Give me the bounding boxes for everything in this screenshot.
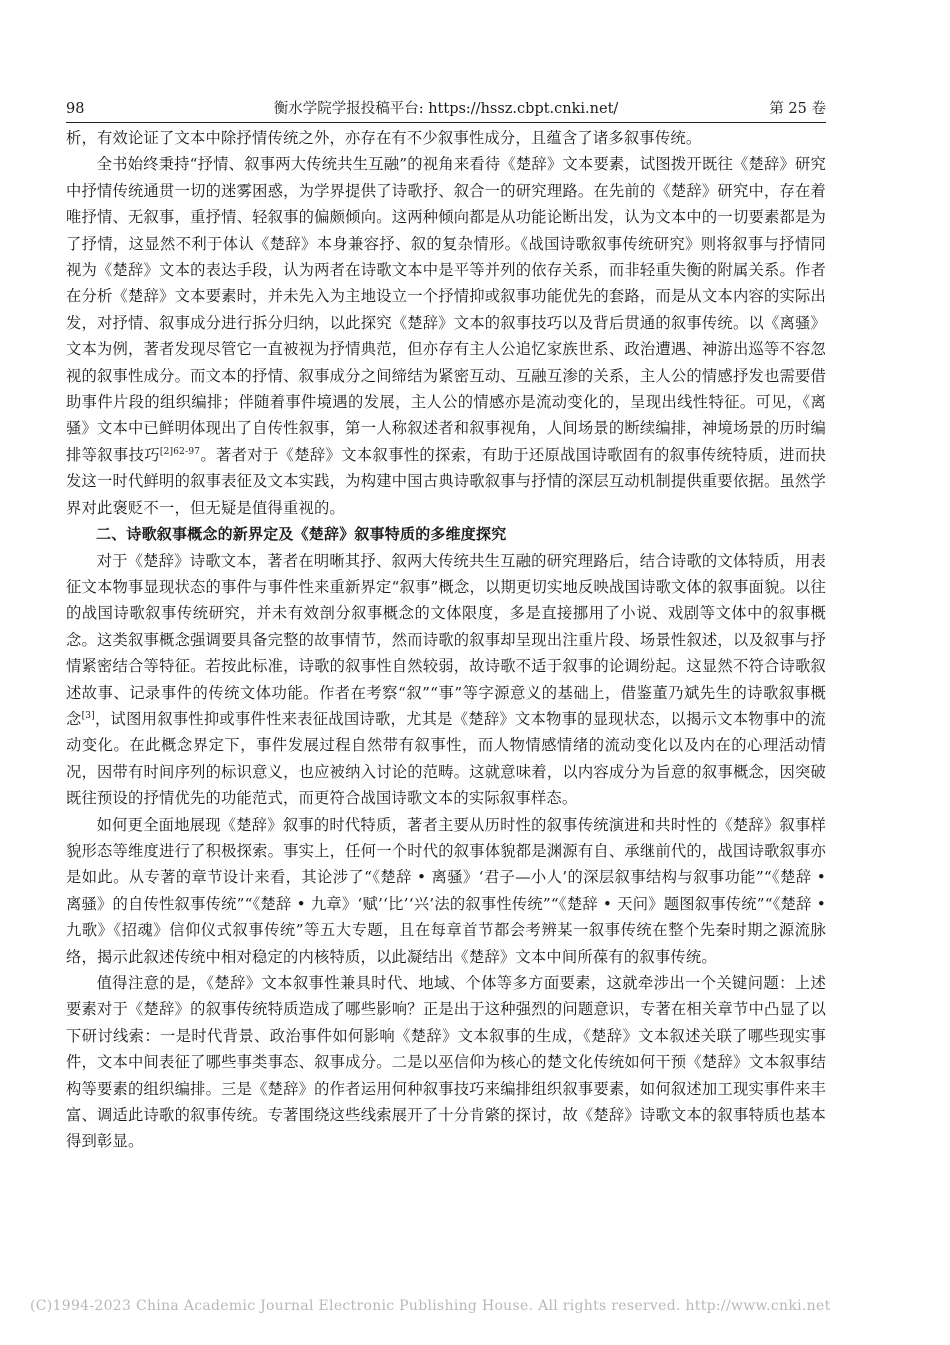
paragraph-narrative-concept bbox=[66, 548, 826, 812]
volume-label: 第 25 卷 bbox=[769, 101, 826, 117]
paragraph-research-clues: 值得注意的是，《楚辞》文本叙事性兼具时代、地域、个体等多方面要素，这就牵涉出一个关键问题：上述要素对于《楚辞》的叙事传统特质造成了哪些影响？正是出于这种强烈的问题意识，专著在相关章节中凸显了以下研讨线索：一是时代背景、政治事件如何影响《楚辞》文本叙事的生成，《楚辞》文本叙述关联了哪些现实事件，文本中间表征了哪些事类事态、叙事成分。二是以巫信仰为核心的楚文化传统如何干预《楚辞》文本叙事结构等要素的组织编排。三是《楚辞》的作者运用何种叙事技巧来编排组织叙事要素，如何叙述加工现实事件来丰富、调适此诗歌的叙事传统。专著围绕这些线索展开了十分肯綮的探讨，故《楚辞》诗歌文本的叙事特质也基本得到彰显。 bbox=[66, 974, 826, 1151]
paragraph-text: 全书始终秉持“抒情、叙事两大传统共生互融”的视角来看待《楚辞》文本要素，试图拨开既往《楚辞》研究中抒情传统通贯一切的迷雾困惑，为学界提供了诗歌抒、叙合一的研究理路。在先前的《楚辞》研究中，存在着唯抒情、无叙事，重抒情、轻叙事的偏颇倾向。这两种倾向都是从功能论断出发，认为文本中的一切要素都是为了抒情，这显然不利于体认《楚辞》本身兼容抒、叙的复杂情形。《战国诗歌叙事传统研究》则将叙事与抒情同视为《楚辞》文本的表达手段，认为两者在诗歌文本中是平等并列的依存关系，而非轻重失衡的附属关系。作者在分析《楚辞》文本要素时，并未先入为主地设立一个抒情抑或叙事功能优先的套路，而是从文本内容的实际出发，对抒情、叙事成分进行拆分归纳，以此探究《楚辞》文本的叙事技巧以及背后贯通的叙事传统。以《离骚》文本为例，著者发现尽管它一直被视为抒情典范，但亦存有主人公追忆家族世系、政治遭遇、神游出巡等不容忽视的叙事性成分。而文本的抒情、叙事成分之间缔结为紧密互动、互融互渗的关系，主人公的情感抒发也需要借助事件片段的组织编排；伴随着事件境遇的发展，主人公的情感亦是流动变化的，呈现出线性特征。可见，《离骚》文本中已鲜明体现出了自传性叙事，第一人称叙述者和叙事视角，人间场景的断续编排，神境场景的历时编排等叙事技巧 bbox=[66, 155, 826, 464]
copyright-watermark: (C)1994-2023 China Academic Journal Electronic Publishing House. All rights reserved. http://www.cnki.net bbox=[30, 1298, 831, 1314]
running-header bbox=[66, 96, 826, 123]
paragraph-text: 。著者对于《楚辞》文本叙事性的探索，有助于还原战国诗歌固有的叙事传统特质，进而抉发这一时代鲜明的叙事表征及文本实践，为构建中国古典诗歌叙事与抒情的深层互动机制提供重要依据。虽然学界对此褒贬不一，但无疑是值得重视的。 bbox=[66, 445, 826, 517]
paragraph-continued: 析，有效论证了文本中除抒情传统之外，亦存在有不少叙事性成分，且蕴含了诸多叙事传统。 bbox=[66, 129, 702, 147]
paragraph-two-traditions bbox=[66, 151, 826, 521]
section-heading: 二、诗歌叙事概念的新界定及《楚辞》叙事特质的多维度探究 bbox=[96, 525, 507, 544]
paragraph-text: ，试图用叙事性抑或事件性来表征战国诗歌，尤其是《楚辞》文本物事的显现状态，以揭示文本物事中的流动变化。在此概念界定下，事件发展过程自然带有叙事性，而人物情感情绪的流动变化以及内在的心理活动情况，因带有时间序列的标识意义，也应被纳入讨论的范畴。这就意味着，以内容成分为旨意的叙事概念，因突破既往预设的抒情优先的功能范式，而更符合战国诗歌文本的实际叙事样态。 bbox=[66, 709, 827, 808]
citation-mark: [2]62-97 bbox=[159, 446, 201, 457]
journal-page bbox=[66, 96, 826, 1155]
page-number: 98 bbox=[66, 101, 85, 117]
article-body bbox=[66, 125, 826, 1155]
paragraph-era-features: 如何更全面地展现《楚辞》叙事的时代特质，著者主要从历时性的叙事传统演进和共时性的《楚辞》叙事样貌形态等维度进行了积极探索。事实上，任何一个时代的叙事体貌都是渊源有自、承继前代的，战国诗歌叙事亦是如此。从专著的章节设计来看，其论涉了“《楚辞 • 离骚》‘君子—小人’的深层叙事结构与叙事功能”“《楚辞 • 离骚》的自传性叙事传统”“《楚辞 • 九章》‘赋’‘比’‘兴’法的叙事性传统”“《楚辞 • 天问》题图叙事传统”“《楚辞 • 九歌》《招魂》信仰仪式叙事传统”等五大专题，且在每章首节都会考辨某一叙事传统在整个先秦时期之源流脉络，揭示此叙述传统中相对稳定的内核特质，以此凝结出《楚辞》文本中间所葆有的叙事传统。 bbox=[66, 815, 826, 966]
paragraph-text: 对于《楚辞》诗歌文本，著者在明晰其抒、叙两大传统共生互融的研究理路后，结合诗歌的文体特质，用表征文本物事显现状态的事件与事件性来重新界定“叙事”概念，以期更切实地反映战国诗歌文体的叙事面貌。以往的战国诗歌叙事传统研究，并未有效剖分叙事概念的文体限度，多是直接挪用了小说、戏剧等文体中的叙事概念。这类叙事概念强调要具备完整的故事情节，然而诗歌的叙事却呈现出注重片段、场景性叙述，以及叙事与抒情紧密结合等特征。若按此标准，诗歌的叙事性自然较弱，故诗歌不适于叙事的论调纷起。这显然不符合诗歌叙述故事、记录事件的传统文体功能。作者在考察“叙”“事”等字源意义的基础上，借鉴董乃斌先生的诗歌叙事概念 bbox=[66, 551, 826, 728]
journal-submission-link[interactable]: 衡水学院学报投稿平台: https://hssz.cbpt.cnki.net/ bbox=[273, 101, 619, 117]
citation-mark: [3] bbox=[81, 710, 95, 721]
